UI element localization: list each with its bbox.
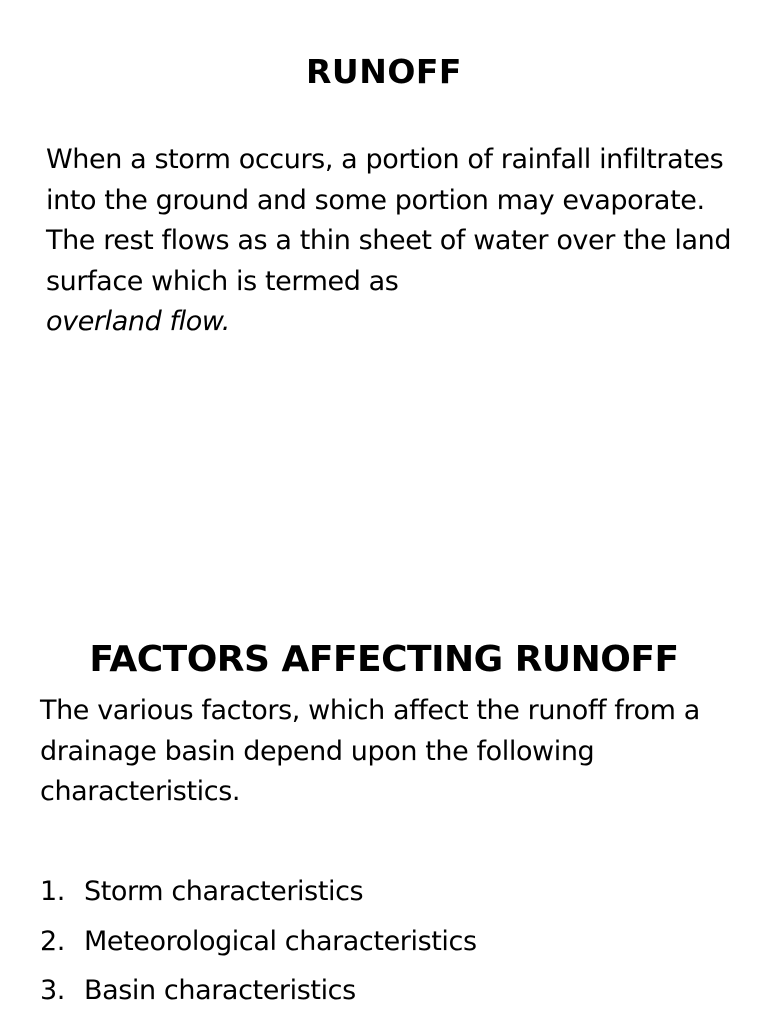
factor-item [40, 917, 477, 967]
factor-item [40, 966, 477, 1016]
definition-text: When a storm occurs, a portion of rainfall infiltrates into the ground and some portion may evaporate. The rest flows as a thin sheet of water over the land surface which is termed as [46, 144, 732, 297]
slide-title: RUNOFF [306, 52, 462, 91]
factor-number: 1. [40, 876, 65, 907]
definition-paragraph [46, 140, 736, 343]
factor-number: 2. [40, 925, 65, 957]
factor-item [40, 867, 477, 917]
factor-number: 3. [40, 975, 65, 1006]
overland-flow-term: overland flow. [46, 306, 230, 337]
factor-label: Basin characteristics [84, 975, 356, 1006]
slide-title: FACTORS AFFECTING RUNOFF [89, 639, 679, 680]
factor-list [40, 867, 477, 1016]
intro-paragraph: The various factors, which affect the runoff from a drainage basin depend upon the following characteristics. [40, 695, 700, 807]
factor-label: Storm characteristics [84, 876, 364, 907]
factor-label: Meteorological characteristics [84, 925, 477, 957]
factors-slide [0, 512, 768, 1024]
